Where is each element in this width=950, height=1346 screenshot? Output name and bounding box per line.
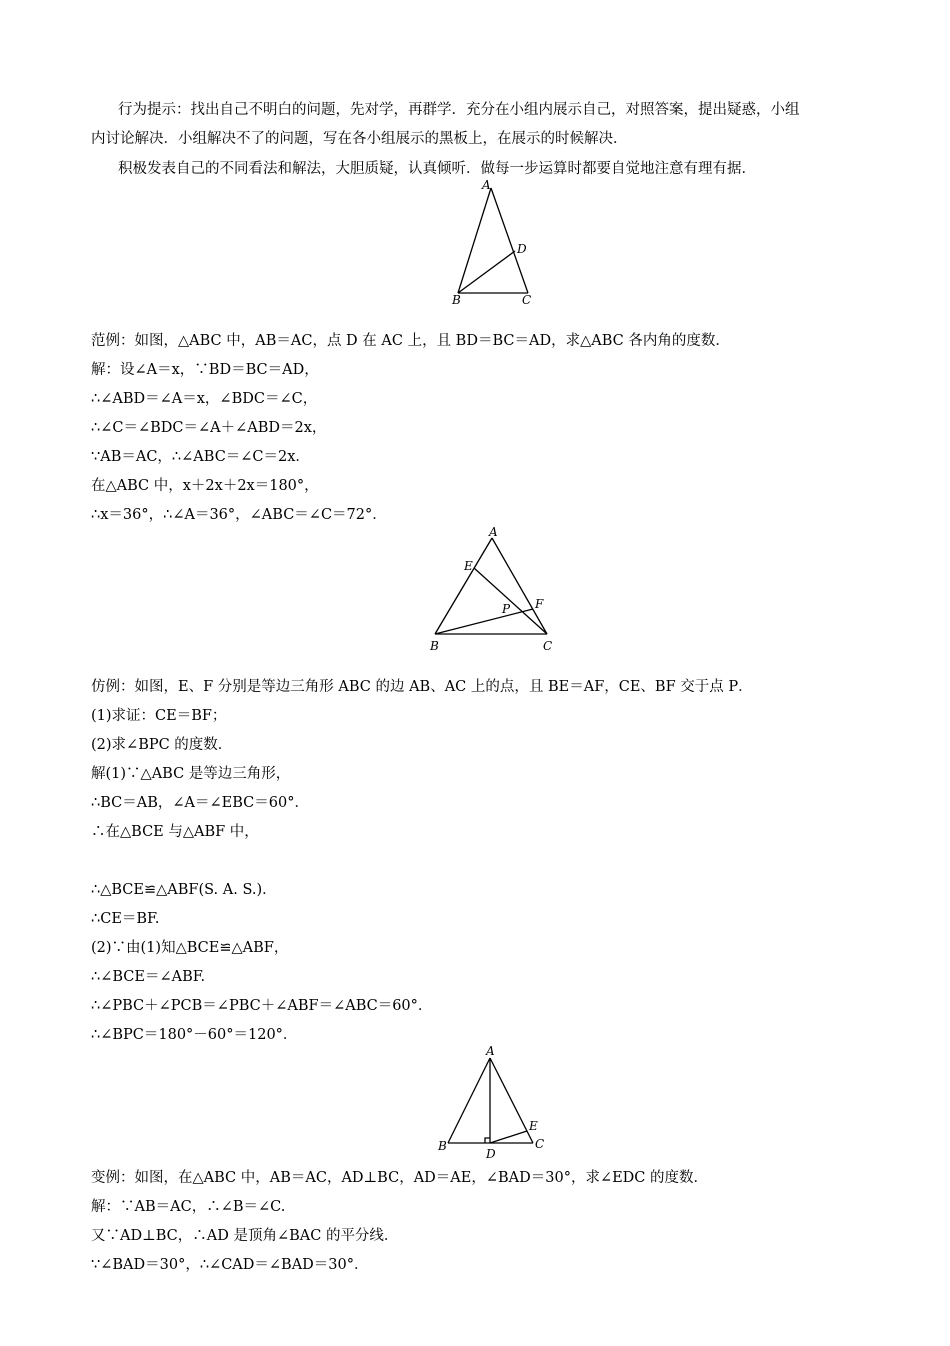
imitation-line-3: (2)求∠BPC 的度数．	[91, 737, 233, 753]
fig3-label-a: A	[486, 1044, 495, 1058]
fig3-label-e: E	[529, 1119, 538, 1133]
fig2-label-a: A	[489, 525, 498, 539]
imitation-line-4: 解(1)∵△ABC 是等边三角形，	[91, 766, 291, 782]
fig1-segment-bd	[458, 251, 515, 293]
figure-3-triangle	[430, 1040, 560, 1165]
example-line-3: ∴∠ABD＝∠A＝x，∠BDC＝∠C，	[91, 391, 318, 407]
variation-line-1: 变例：如图，在△ABC 中，AB＝AC，AD⊥BC，AD＝AE，∠BAD＝30°，求∠EDC 的度数．	[91, 1170, 709, 1186]
fig1-label-c: C	[522, 293, 532, 307]
fig3-label-c: C	[535, 1137, 545, 1151]
example-line-2: 解：设∠A＝x，∵BD＝BC＝AD，	[91, 362, 319, 378]
fig3-label-b: B	[438, 1139, 447, 1153]
example-line-7: ∴x＝36°，∴∠A＝36°，∠ABC＝∠C＝72°．	[91, 507, 387, 523]
imitation-line-9: (2)∵由(1)知△BCE≌△ABF，	[91, 940, 289, 956]
imitation-line-6: ∴在△BCE 与△ABF 中，	[91, 824, 259, 840]
fig1-label-b: B	[452, 293, 461, 307]
imitation-line-11: ∴∠PBC＋∠PCB＝∠PBC＋∠ABF＝∠ABC＝60°．	[91, 998, 433, 1014]
imitation-line-5: ∴BC＝AB，∠A＝∠EBC＝60°．	[91, 795, 309, 811]
fig3-label-d: D	[486, 1147, 496, 1161]
imitation-line-1: 仿例：如图，E、F 分别是等边三角形 ABC 的边 AB、AC 上的点，且 BE＝AF，CE、BF 交于点 P．	[91, 679, 753, 695]
imitation-line-7: ∴△BCE≌△ABF(S. A. S.)．	[91, 882, 277, 898]
fig1-label-a: A	[482, 178, 491, 192]
fig2-label-b: B	[430, 639, 439, 653]
fig2-label-e: E	[464, 559, 473, 573]
imitation-line-2: (1)求证：CE＝BF；	[91, 708, 227, 724]
imitation-line-10: ∴∠BCE＝∠ABF.	[91, 969, 206, 985]
fig2-label-c: C	[543, 639, 553, 653]
fig1-label-d: D	[517, 242, 527, 256]
fig1-side-ac	[491, 188, 528, 293]
imitation-line-12: ∴∠BPC＝180°－60°＝120°．	[91, 1027, 298, 1043]
fig2-side-ac	[492, 538, 547, 634]
example-line-4: ∴∠C＝∠BDC＝∠A＋∠ABD＝2x，	[91, 420, 327, 436]
variation-line-3: 又∵AD⊥BC，∴AD 是顶角∠BAC 的平分线．	[91, 1228, 399, 1244]
fig3-segment-de	[490, 1131, 527, 1143]
example-line-1: 范例：如图，△ABC 中，AB＝AC，点 D 在 AC 上，且 BD＝BC＝AD，求△ABC 各内角的度数．	[91, 333, 730, 349]
example-line-5: ∵AB＝AC，∴∠ABC＝∠C＝2x．	[91, 449, 310, 465]
variation-line-4: ∵∠BAD＝30°，∴∠CAD＝∠BAD＝30°．	[91, 1257, 369, 1273]
intro-line-2: 内讨论解决．小组解决不了的问题，写在各小组展示的黑板上，在展示的时候解决．	[91, 131, 628, 147]
intro-line-3: 积极发表自己的不同看法和解法，大胆质疑，认真倾听．做每一步运算时都要自觉地注意有理有据．	[118, 161, 756, 177]
fig3-side-ac	[490, 1058, 533, 1143]
figure-1-triangle	[440, 178, 550, 308]
intro-line-1: 行为提示：找出自己不明白的问题，先对学，再群学．充分在小组内展示自己，对照答案，提出疑惑，小组	[118, 102, 800, 118]
fig2-label-p: P	[502, 602, 511, 616]
fig3-side-ab	[448, 1058, 490, 1143]
fig1-side-ab	[458, 188, 491, 293]
fig2-label-f: F	[535, 597, 544, 611]
fig2-side-ab	[435, 538, 492, 634]
variation-line-2: 解：∵AB＝AC，∴∠B＝∠C.	[91, 1199, 286, 1215]
example-line-6: 在△ABC 中，x＋2x＋2x＝180°，	[91, 478, 319, 494]
fig3-right-angle-mark	[485, 1138, 490, 1143]
imitation-line-8: ∴CE＝BF.	[91, 911, 160, 927]
figure-2-triangle	[425, 524, 565, 654]
fig2-segment-bf	[435, 609, 533, 634]
